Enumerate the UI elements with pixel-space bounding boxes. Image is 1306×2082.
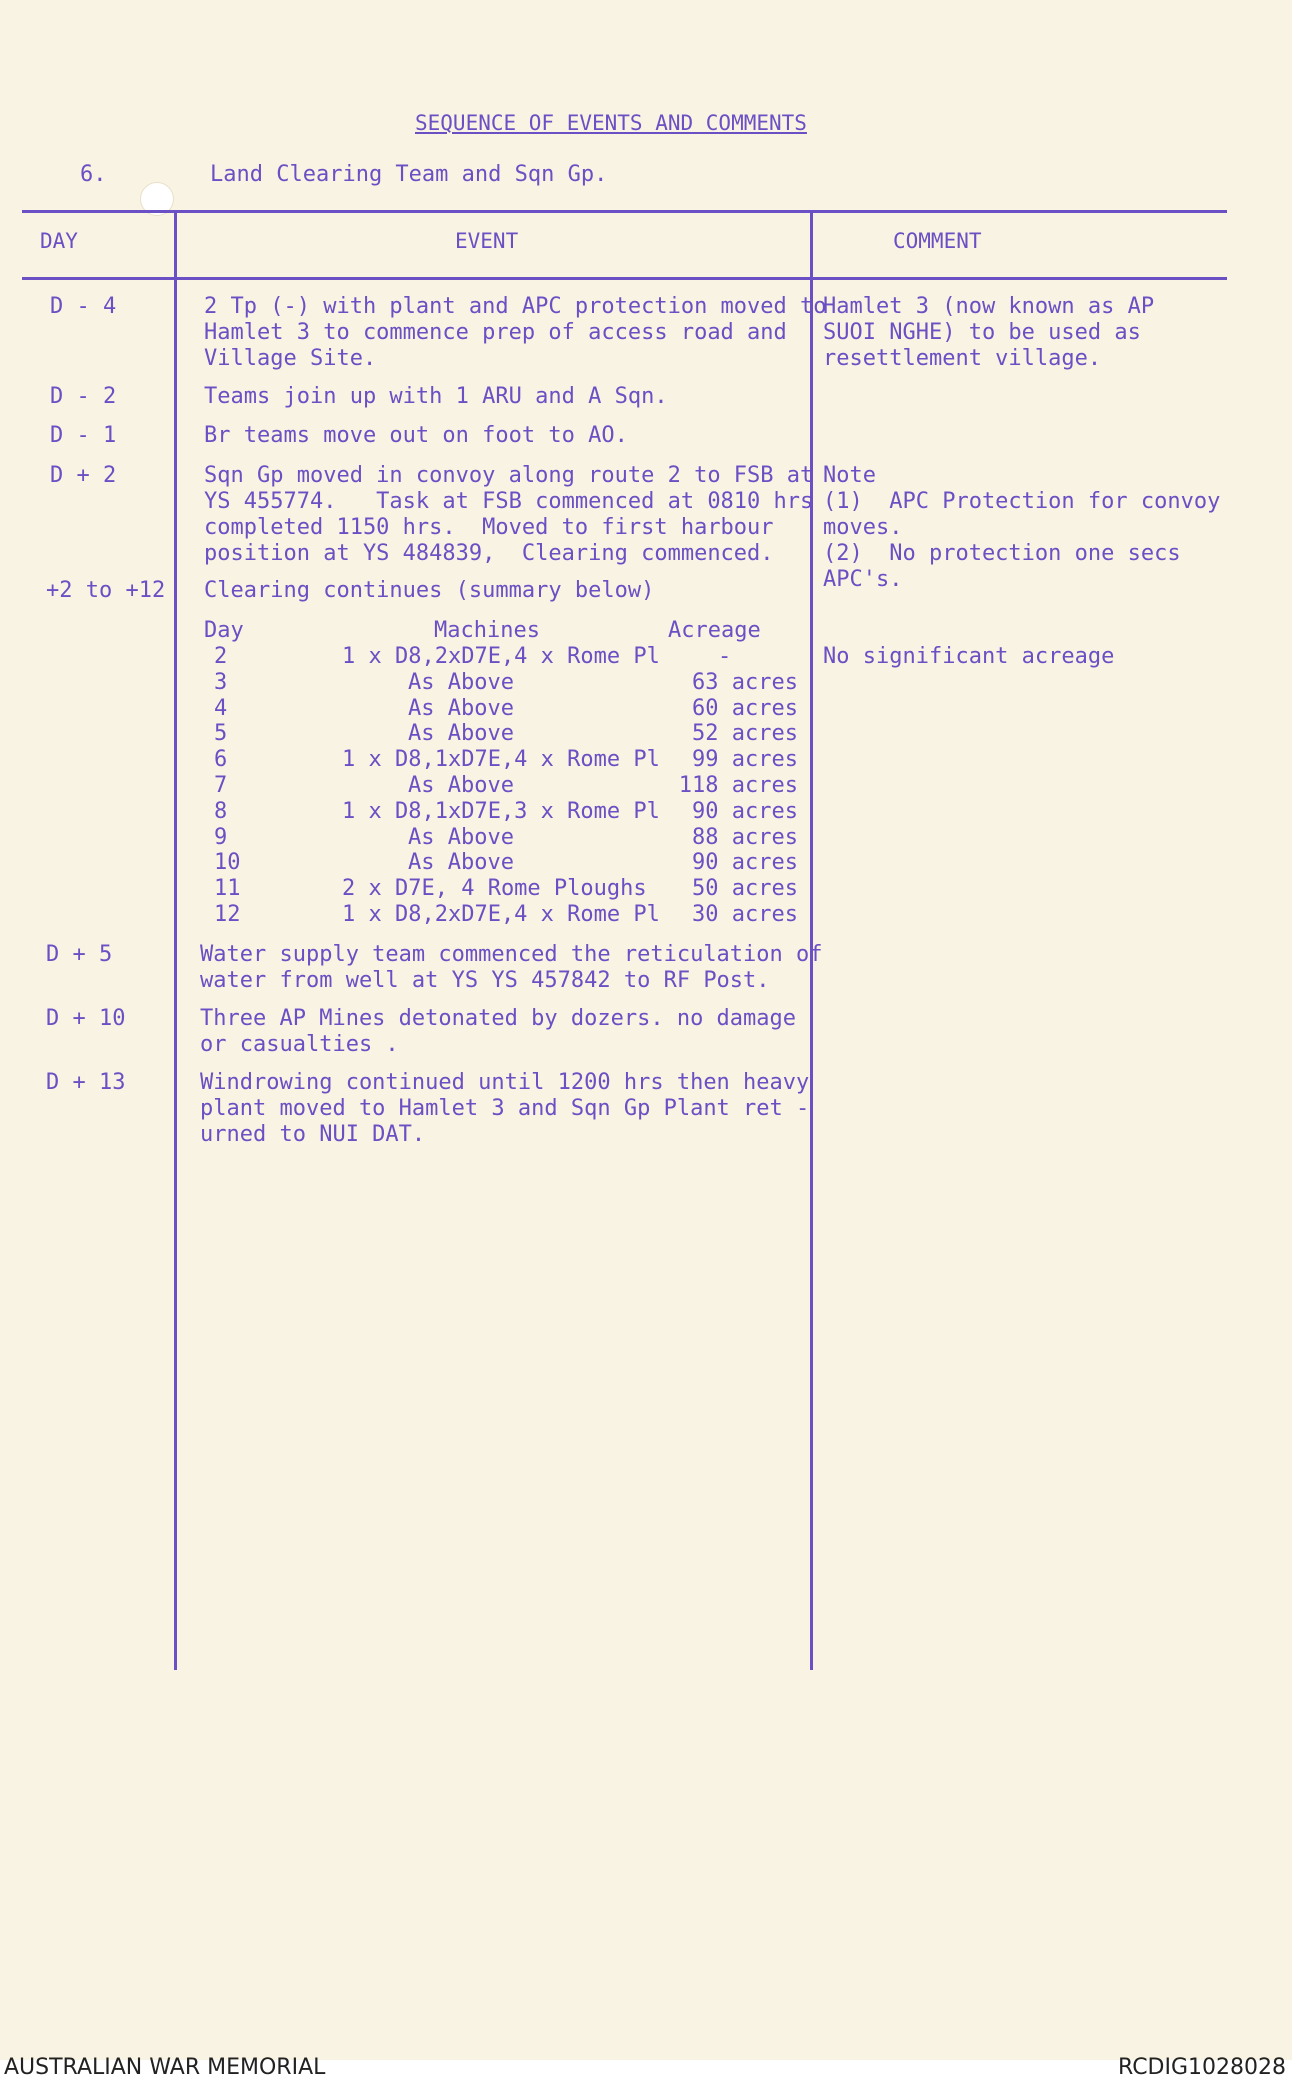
summary-row-day: 9 bbox=[214, 824, 228, 850]
summary-row-day: 12 bbox=[214, 902, 241, 927]
row-comment: Note (1) APC Protection for convoy moves. (2) No protection one secs APC's. bbox=[823, 463, 1221, 592]
summary-row-machines: 2 x D7E, 4 Rome Ploughs bbox=[342, 876, 647, 902]
summary-row-machines: As Above bbox=[408, 773, 514, 798]
summary-row-machines: 1 x D8,2xD7E,4 x Rome Pl bbox=[342, 902, 660, 927]
summary-row-acreage: 88 acres bbox=[692, 824, 798, 850]
row-event: Three AP Mines detonated by dozers. no damage or casualties . bbox=[200, 1006, 797, 1057]
summary-row-day: 11 bbox=[214, 876, 241, 902]
header-bottom-rule bbox=[22, 277, 1227, 280]
summary-header-acreage: Acreage bbox=[668, 618, 761, 643]
section-title: Land Clearing Team and Sqn Gp. bbox=[210, 162, 608, 187]
summary-header-machines: Machines bbox=[434, 618, 540, 643]
row-event: Sqn Gp moved in convoy along route 2 to FSB at YS 455774. Task at FSB commenced at 0810 hrs completed 1150 hrs. Moved to first harbour position at YS 484839, Clearing commenced. bbox=[204, 463, 814, 566]
summary-row-acreage: 50 acres bbox=[692, 876, 798, 902]
section-number: 6. bbox=[80, 162, 107, 187]
summary-row-machines: 1 x D8,1xD7E,3 x Rome Pl bbox=[342, 798, 660, 824]
summary-row-day: 10 bbox=[214, 850, 241, 876]
row-comment: Hamlet 3 (now known as AP SUOI NGHE) to be used as resettlement village. bbox=[823, 294, 1155, 371]
row-event: Water supply team commenced the reticulation of water from well at YS YS 457842 to RF Post. bbox=[200, 942, 823, 993]
summary-comment: No significant acreage bbox=[823, 644, 1115, 669]
row-day: D + 10 bbox=[46, 1006, 126, 1031]
row-day: D - 2 bbox=[50, 384, 117, 409]
summary-row-machines: 1 x D8,1xD7E,4 x Rome Pl bbox=[342, 747, 660, 773]
summary-row-acreage: 63 acres bbox=[692, 669, 798, 695]
header-comment: COMMENT bbox=[893, 229, 982, 253]
row-day: +2 to +12 bbox=[46, 578, 166, 603]
summary-row-day: 6 bbox=[214, 747, 228, 773]
day-column-divider bbox=[174, 210, 177, 1670]
summary-row-day: 3 bbox=[214, 669, 228, 695]
summary-row-day: 8 bbox=[214, 798, 228, 824]
summary-header-day: Day bbox=[204, 618, 244, 643]
summary-row-machines: 1 x D8,2xD7E,4 x Rome Pl bbox=[342, 644, 660, 669]
summary-row-acreage: 52 acres bbox=[692, 721, 798, 747]
summary-row-machines: As Above bbox=[408, 669, 514, 695]
summary-row-acreage: - bbox=[718, 644, 732, 669]
row-event: Windrowing continued until 1200 hrs then heavy plant moved to Hamlet 3 and Sqn Gp Plant ret - urned to NUI DAT. bbox=[200, 1070, 810, 1147]
summary-row-machines: As Above bbox=[408, 721, 514, 747]
row-day: D - 4 bbox=[50, 294, 117, 319]
row-event: 2 Tp (-) with plant and APC protection moved to Hamlet 3 to commence prep of access road and Village Site. bbox=[204, 294, 827, 371]
summary-row-acreage: 90 acres bbox=[692, 798, 798, 824]
summary-row-day: 5 bbox=[214, 721, 228, 747]
table-top-rule bbox=[22, 210, 1227, 213]
document-title: SEQUENCE OF EVENTS AND COMMENTS bbox=[415, 111, 807, 135]
summary-row-day: 2 bbox=[214, 644, 228, 669]
summary-row-acreage: 60 acres bbox=[692, 695, 798, 721]
summary-row-machines: As Above bbox=[408, 850, 514, 876]
row-event: Teams join up with 1 ARU and A Sqn. bbox=[204, 384, 668, 409]
row-event: Br teams move out on foot to AO. bbox=[204, 423, 628, 448]
header-day: DAY bbox=[40, 229, 78, 253]
header-event: EVENT bbox=[455, 229, 519, 253]
footer-institution: AUSTRALIAN WAR MEMORIAL bbox=[4, 2055, 326, 2080]
summary-row-acreage: 30 acres bbox=[692, 902, 798, 927]
row-day: D + 5 bbox=[46, 942, 113, 967]
row-day: D + 2 bbox=[50, 463, 117, 488]
summary-row-acreage: 90 acres bbox=[692, 850, 798, 876]
summary-row-machines: As Above bbox=[408, 695, 514, 721]
summary-row-day: 7 bbox=[214, 773, 228, 798]
row-day: D - 1 bbox=[50, 423, 117, 448]
summary-row-day: 4 bbox=[214, 695, 228, 721]
row-day: D + 13 bbox=[46, 1070, 126, 1095]
summary-row-acreage: 118 acres bbox=[678, 773, 798, 798]
footer-record-id: RCDIG1028028 bbox=[1118, 2055, 1287, 2080]
summary-row-machines: As Above bbox=[408, 824, 514, 850]
summary-row-acreage: 99 acres bbox=[692, 747, 798, 773]
row-event: Clearing continues (summary below) bbox=[204, 578, 655, 603]
comment-column-divider bbox=[810, 210, 813, 1670]
